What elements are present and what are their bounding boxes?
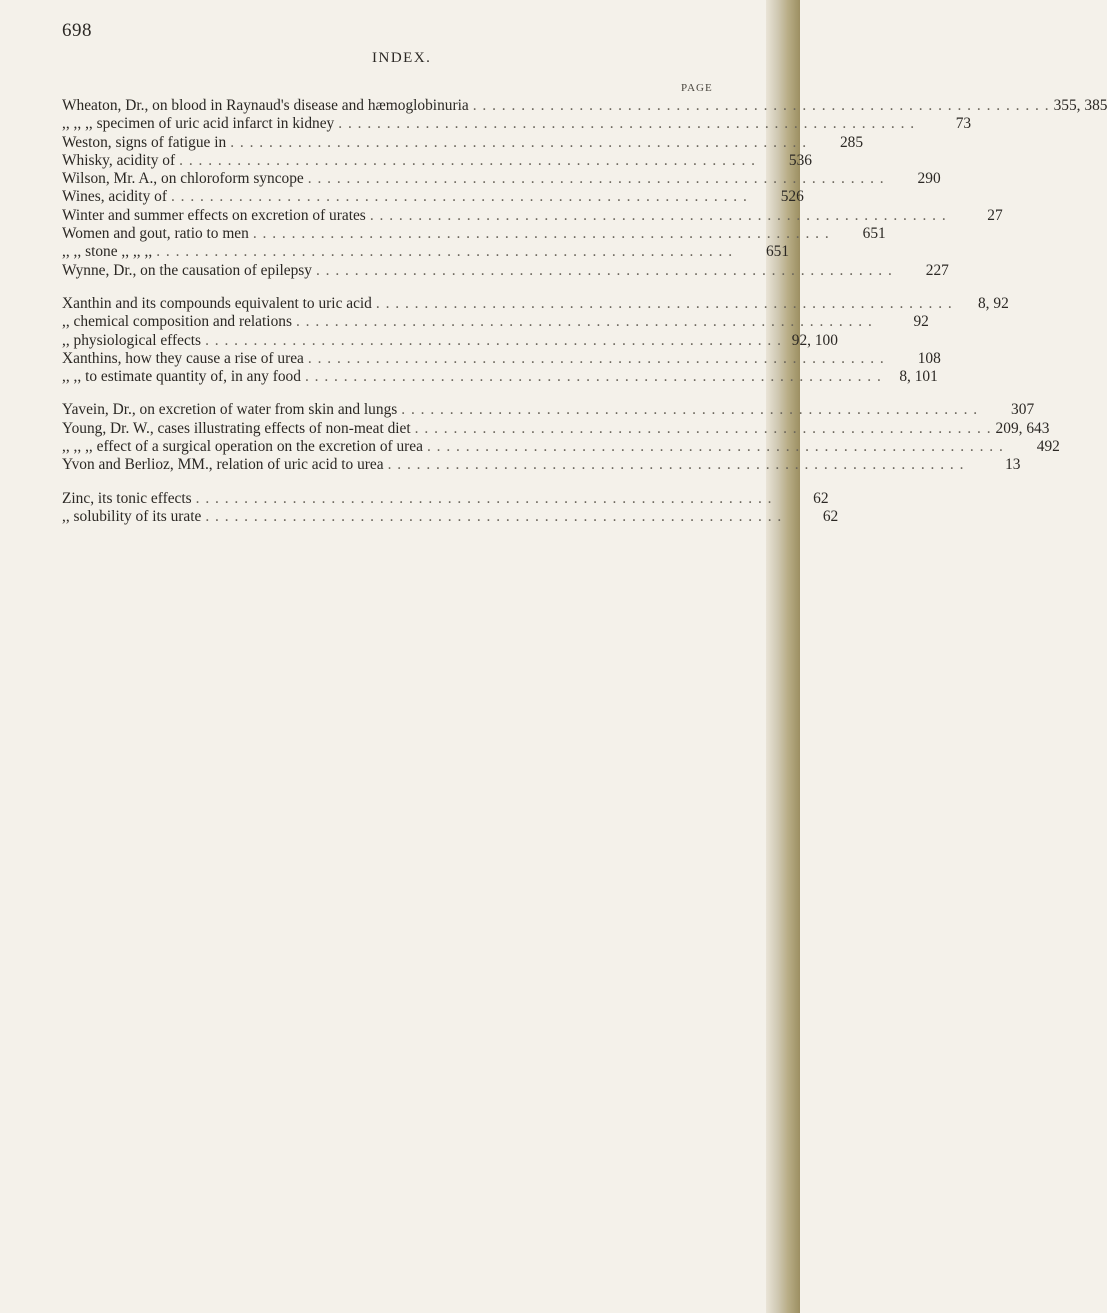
index-entry (62, 97, 1107, 115)
dot-leader (308, 350, 885, 368)
dot-leader (415, 420, 992, 438)
index-entry (62, 313, 929, 331)
entry-text: Women and gout, ratio to men (62, 225, 249, 243)
index-entry (62, 243, 790, 261)
index-entry (62, 225, 886, 243)
entry-page-numbers: 285 (839, 133, 864, 151)
index-group-z (62, 489, 839, 527)
index-list (62, 97, 1107, 526)
entry-text: Weston, signs of fatigue in (62, 133, 227, 151)
dot-leader (196, 490, 773, 508)
entry-text: ,, solubility of its urate (62, 507, 202, 525)
entry-text: ,, ,, ,, effect of a surgical operation on the excretion of urea (62, 438, 423, 456)
entry-page-numbers: 227 (925, 261, 949, 279)
index-entry (62, 401, 1035, 419)
index-group-w (62, 97, 1107, 280)
index-entry (62, 419, 1050, 438)
entry-text: ,, ,, to estimate quantity of, in any food (62, 368, 301, 386)
entry-text: Yvon and Berlioz, MM., relation of uric acid to urea (62, 456, 384, 474)
index-entry (62, 206, 1003, 225)
entry-page-numbers: 307 (1011, 401, 1035, 419)
dot-leader (316, 262, 893, 280)
dot-leader (370, 207, 947, 225)
entry-text: ,, physiological effects (62, 331, 202, 349)
page-column-label: PAGE (681, 82, 713, 94)
entry-page-numbers: 8, 92 (977, 294, 1009, 312)
dot-leader (338, 115, 915, 133)
index-entry (62, 489, 829, 508)
entry-page-numbers: 62 (822, 507, 839, 525)
dot-leader (296, 313, 873, 331)
index-entry (62, 133, 864, 152)
entry-page-numbers: 92 (913, 313, 929, 331)
dot-leader (308, 170, 885, 188)
index-entry (62, 115, 972, 133)
entry-text: Whisky, acidity of (62, 151, 176, 169)
entry-page-numbers: 209, 643 (995, 419, 1050, 437)
entry-text: Wheaton, Dr., on blood in Raynaud's disease and hæmoglobinuria (62, 97, 469, 114)
entry-page-numbers: 492 (1036, 438, 1060, 456)
entry-page-numbers: 73 (955, 115, 972, 133)
index-entry (62, 331, 838, 350)
entry-page-numbers: 108 (917, 349, 941, 367)
dot-leader (376, 295, 953, 313)
entry-page-numbers: 92, 100 (791, 331, 838, 349)
dot-leader (230, 134, 807, 152)
entry-text: Wynne, Dr., on the causation of epilepsy (62, 261, 312, 279)
entry-text: Xanthins, how they cause a rise of urea (62, 349, 304, 367)
entry-page-numbers: 8, 101 (899, 368, 938, 386)
entry-page-numbers: 651 (862, 225, 886, 243)
index-group-y (62, 401, 1060, 474)
index-entry (62, 170, 941, 188)
index-entry (62, 261, 949, 280)
entry-text: Young, Dr. W., cases illustrating effects of non-meat diet (62, 419, 411, 437)
dot-leader (205, 332, 782, 350)
entry-page-numbers: 526 (780, 188, 804, 206)
entry-text: Wilson, Mr. A., on chloroform syncope (62, 170, 304, 188)
entry-page-numbers: 290 (917, 170, 941, 188)
dot-leader (388, 456, 965, 474)
entry-text: ,, ,, ,, specimen of uric acid infarct in kidney (62, 115, 335, 133)
entry-text: ,, ,, stone ,, ,, ,, (62, 243, 153, 261)
dot-leader (473, 97, 1050, 115)
entry-text: Xanthin and its compounds equivalent to uric acid (62, 294, 372, 312)
dot-leader (305, 368, 882, 386)
dot-leader (253, 225, 830, 243)
entry-page-numbers: 355, 385 (1053, 97, 1107, 114)
index-group-x (62, 294, 1009, 386)
index-entry (62, 188, 804, 206)
dot-leader (401, 401, 978, 419)
dot-leader (156, 243, 733, 261)
entry-text: Wines, acidity of (62, 188, 167, 206)
index-entry (62, 507, 839, 526)
entry-text: Zinc, its tonic effects (62, 489, 192, 507)
entry-page-numbers: 536 (788, 151, 812, 169)
entry-text: ,, chemical composition and relations (62, 313, 292, 331)
entry-page-numbers: 27 (987, 206, 1003, 224)
index-entry (62, 438, 1060, 456)
page-number: 698 (62, 20, 92, 41)
dot-leader (205, 508, 782, 526)
entry-page-numbers: 13 (1005, 456, 1021, 474)
index-entry (62, 349, 941, 368)
running-title: INDEX. (372, 50, 432, 66)
index-entry (62, 151, 812, 170)
entry-page-numbers: 651 (765, 243, 790, 261)
index-entry (62, 294, 1009, 313)
dot-leader (427, 438, 1004, 456)
entry-page-numbers: 62 (813, 489, 829, 507)
index-entry (62, 456, 1021, 474)
entry-text: Yavein, Dr., on excretion of water from skin and lungs (62, 401, 398, 419)
dot-leader (179, 152, 756, 170)
dot-leader (171, 188, 748, 206)
index-entry (62, 368, 938, 386)
entry-text: Winter and summer effects on excretion of urates (62, 206, 366, 224)
